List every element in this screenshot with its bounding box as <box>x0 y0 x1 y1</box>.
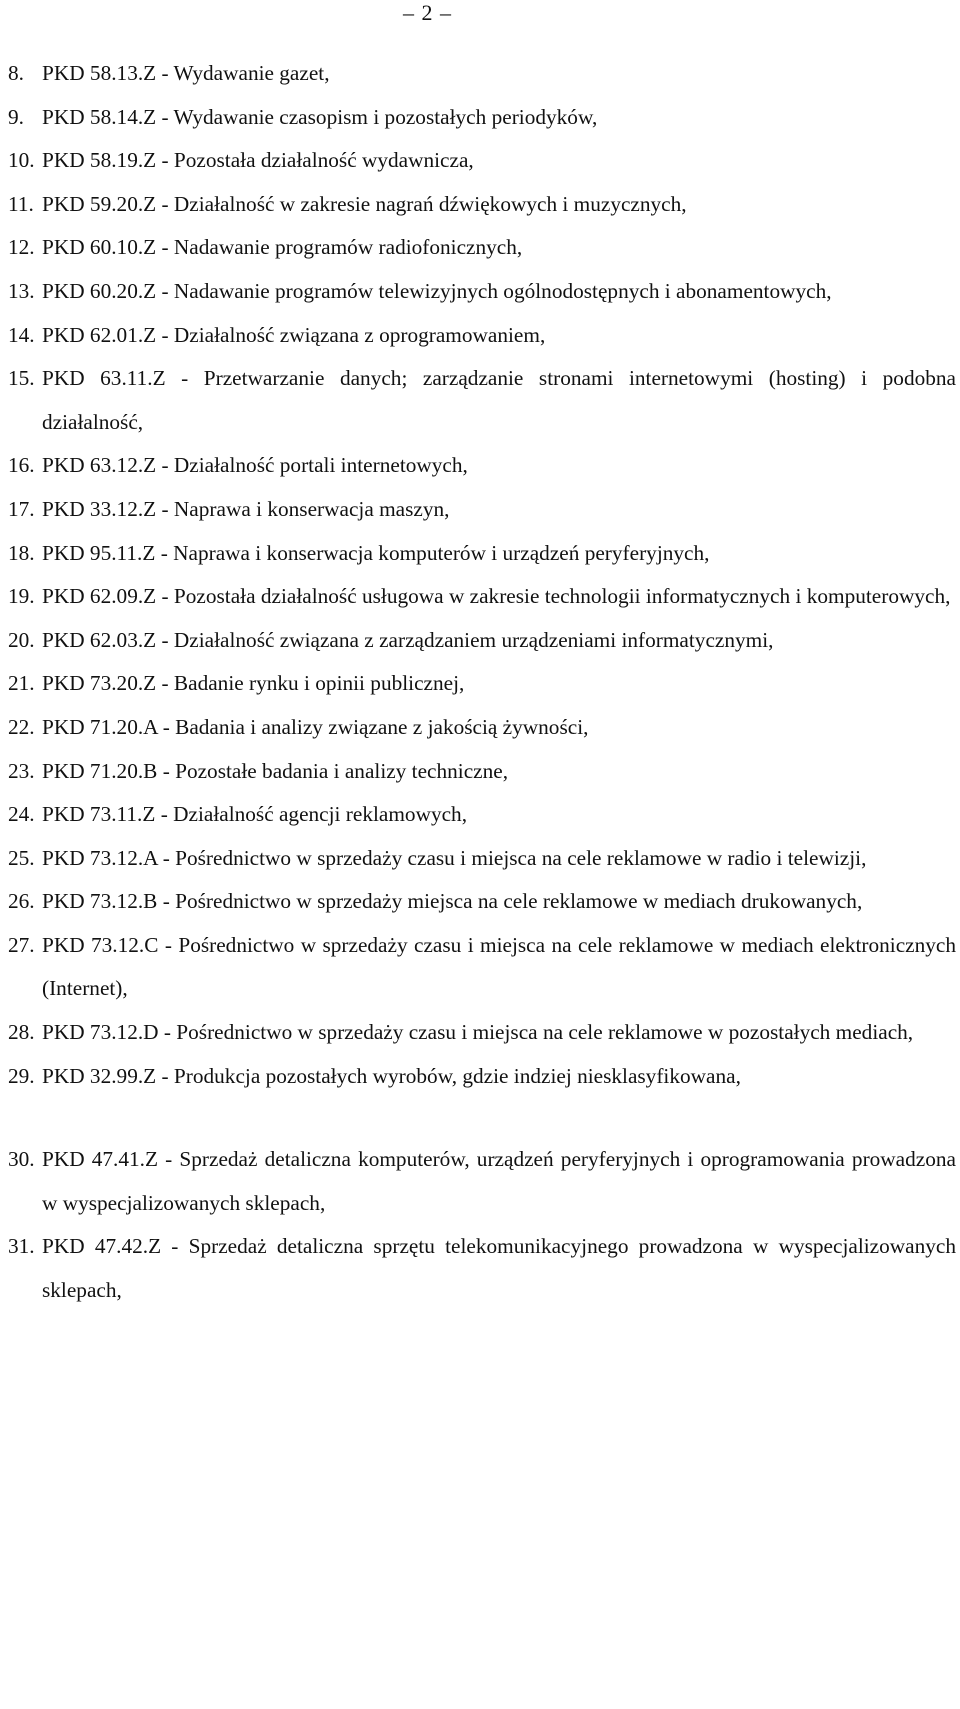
list-item-29 <box>8 1055 956 1099</box>
list-item-25 <box>8 837 956 881</box>
item-text: PKD 32.99.Z - Produkcja pozostałych wyrobów, gdzie indziej niesklasyfikowana, <box>42 1063 741 1088</box>
item-number: 25. <box>8 845 35 870</box>
item-text: PKD 71.20.A - Badania i analizy związane z jakością żywności, <box>42 714 589 739</box>
item-text: PKD 73.20.Z - Badanie rynku i opinii publicznej, <box>42 671 465 696</box>
item-text: PKD 58.19.Z - Pozostała działalność wydawnicza, <box>42 148 474 173</box>
item-text: PKD 73.12.B - Pośrednictwo w sprzedaży miejsca na cele reklamowe w mediach drukowanych, <box>42 889 863 914</box>
item-text: PKD 33.12.Z - Naprawa i konserwacja maszyn, <box>42 496 450 521</box>
item-text: PKD 71.20.B - Pozostałe badania i analizy techniczne, <box>42 758 509 783</box>
item-number: 10. <box>8 148 35 173</box>
list-item-30 <box>8 1138 956 1225</box>
list-item-26 <box>8 880 956 924</box>
item-number: 24. <box>8 802 35 827</box>
item-text: PKD 47.42.Z - Sprzedaż detaliczna sprzętu telekomunikacyjnego prowadzona w wyspecjalizowanych sklepach, <box>42 1234 956 1303</box>
item-text: PKD 60.20.Z - Nadawanie programów telewizyjnych ogólnodostępnych i abonamentowych, <box>42 278 832 303</box>
item-number: 8. <box>8 61 24 85</box>
item-text: PKD 62.01.Z - Działalność związana z oprogramowaniem, <box>42 322 546 347</box>
item-number: 21. <box>8 671 35 696</box>
item-text: PKD 62.03.Z - Działalność związana z zarządzaniem urządzeniami informatycznymi, <box>42 627 774 652</box>
list-item-15 <box>8 357 956 444</box>
item-text: PKD 58.13.Z - Wydawanie gazet, <box>42 61 330 85</box>
item-number: 23. <box>8 758 35 783</box>
item-number: 17. <box>8 496 35 521</box>
item-number: 18. <box>8 540 35 565</box>
list-item-16 <box>8 444 956 488</box>
list-item-28 <box>8 1011 956 1055</box>
item-text: PKD 73.11.Z - Działalność agencji reklamowych, <box>42 802 468 827</box>
item-text: PKD 95.11.Z - Naprawa i konserwacja komputerów i urządzeń peryferyjnych, <box>42 540 710 565</box>
item-number: 12. <box>8 235 35 260</box>
list-item-21 <box>8 662 956 706</box>
list-item-19 <box>8 575 956 619</box>
list-item-18 <box>8 532 956 576</box>
item-number: 16. <box>8 453 35 478</box>
item-number: 20. <box>8 627 35 652</box>
item-number: 13. <box>8 278 35 303</box>
item-number: 11. <box>8 191 34 216</box>
item-text: PKD 47.41.Z - Sprzedaż detaliczna komputerów, urządzeń peryferyjnych i oprogramowania prowadzona w wyspecjalizowanych sklepach, <box>42 1147 956 1215</box>
item-text: PKD 58.14.Z - Wydawanie czasopism i pozostałych periodyków, <box>42 104 598 129</box>
item-number: 22. <box>8 714 35 739</box>
item-text: PKD 73.12.D - Pośrednictwo w sprzedaży czasu i miejsca na cele reklamowe w pozostałych mediach, <box>42 1020 914 1045</box>
list-item-14 <box>8 314 956 358</box>
item-number: 29. <box>8 1063 35 1088</box>
list-item-24 <box>8 793 956 837</box>
item-number: 14. <box>8 322 35 347</box>
item-number: 28. <box>8 1020 35 1045</box>
item-text: PKD 63.11.Z - Przetwarzanie danych; zarządzanie stronami internetowymi (hosting) i podobna działalność, <box>42 366 956 434</box>
item-number: 27. <box>8 932 35 957</box>
item-text: PKD 60.10.Z - Nadawanie programów radiofonicznych, <box>42 235 523 260</box>
list-item-27 <box>8 924 956 1011</box>
item-text: PKD 73.12.A - Pośrednictwo w sprzedaży czasu i miejsca na cele reklamowe w radio i telewizji, <box>42 845 867 870</box>
list-item-10 <box>8 139 956 183</box>
list-item-31 <box>8 1225 956 1312</box>
list-item-13 <box>8 270 956 314</box>
item-text: PKD 63.12.Z - Działalność portali internetowych, <box>42 453 468 478</box>
item-number: 9. <box>8 104 24 129</box>
list-item-11 <box>8 183 956 227</box>
page-number: – 2 – <box>403 0 452 25</box>
item-number: 26. <box>8 889 35 914</box>
list-item-8 <box>8 52 956 96</box>
item-number: 15. <box>8 366 35 391</box>
list-item-22 <box>8 706 956 750</box>
list-item-23 <box>8 750 956 794</box>
item-number: 30. <box>8 1147 35 1172</box>
list-item-9 <box>8 96 956 140</box>
list-item-12 <box>8 226 956 270</box>
item-text: PKD 59.20.Z - Działalność w zakresie nagrań dźwiękowych i muzycznych, <box>42 191 687 216</box>
item-text: PKD 62.09.Z - Pozostała działalność usługowa w zakresie technologii informatycznych i komputerowych, <box>42 584 951 609</box>
item-number: 19. <box>8 584 35 609</box>
item-text: PKD 73.12.C - Pośrednictwo w sprzedaży czasu i miejsca na cele reklamowe w mediach elektronicznych (Internet), <box>42 932 956 1001</box>
item-number: 31. <box>8 1234 35 1259</box>
list-item-17 <box>8 488 956 532</box>
list-item-20 <box>8 619 956 663</box>
pkd-code-list <box>8 52 956 1313</box>
